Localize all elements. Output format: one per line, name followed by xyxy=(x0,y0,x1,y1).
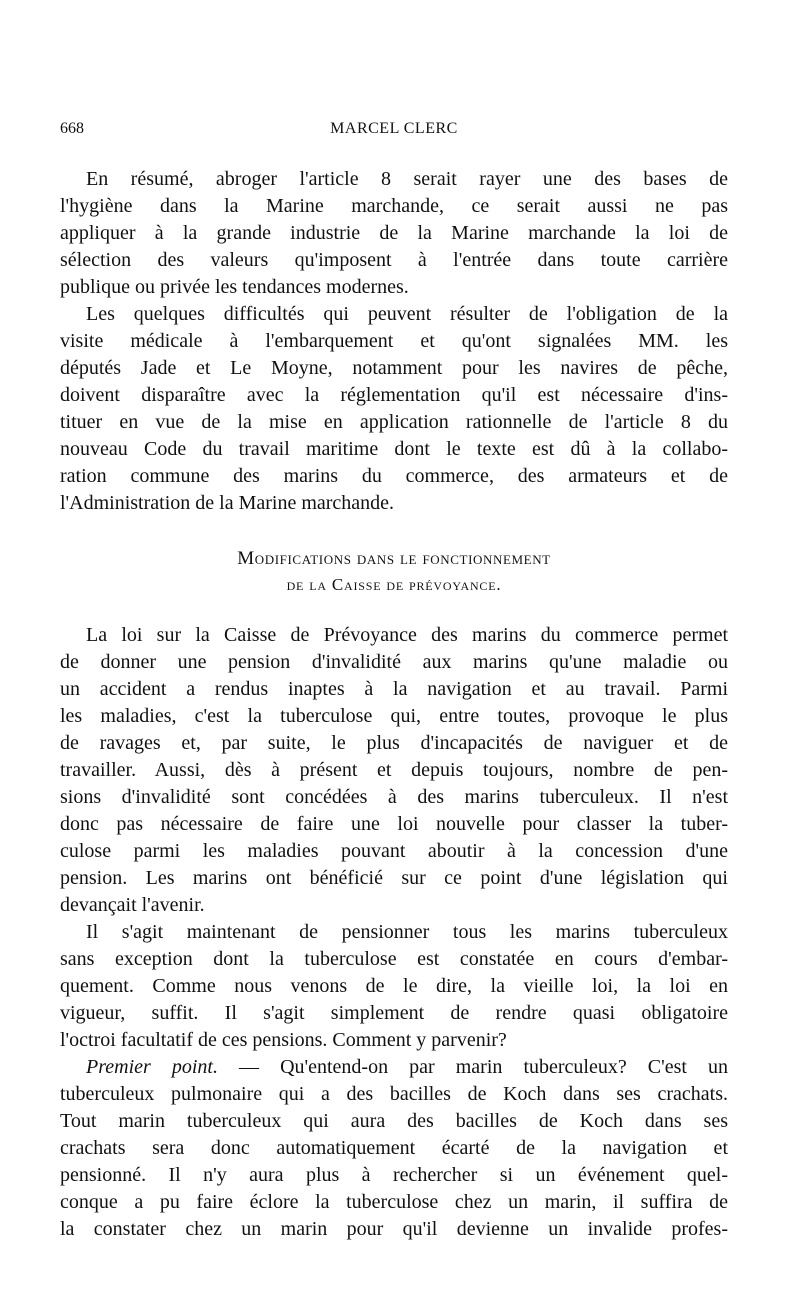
body-line: Les quelques difficultés qui peuvent résulter de l'obligation de la xyxy=(86,303,728,325)
body-line: crachats sera donc automatiquement écarté de la navigation et xyxy=(60,1137,728,1159)
body-line xyxy=(60,1054,728,1080)
page-header xyxy=(60,120,728,144)
body-line: nouveau Code du travail maritime dont le texte est dû à la collabo- xyxy=(60,438,728,460)
body-line: sans exception dont la tuberculose est constatée en cours d'embar- xyxy=(60,948,728,970)
body-line: de ravages et, par suite, le plus d'incapacités de naviguer et de xyxy=(60,732,728,754)
body-line: conque a pu faire éclore la tuberculose chez un marin, il suffira de xyxy=(60,1191,728,1213)
body-line: un accident a rendus inaptes à la navigation et au travail. Parmi xyxy=(60,678,728,700)
body-line: vigueur, suffit. Il s'agit simplement de rendre quasi obligatoire xyxy=(60,1002,728,1024)
body-line: pension. Les marins ont bénéficié sur ce point d'une législation qui xyxy=(60,867,728,889)
body-line: tituer en vue de la mise en application rationnelle de l'article 8 du xyxy=(60,411,728,433)
body-line: l'Administration de la Marine marchande. xyxy=(60,492,395,514)
section-heading-line-2: de la Caisse de prévoyance. xyxy=(286,575,502,594)
body-line: sélection des valeurs qu'imposent à l'entrée dans toute carrière xyxy=(60,249,728,271)
body-line: la constater chez un marin pour qu'il devienne un invalide profes- xyxy=(60,1218,728,1240)
body-line: devançait l'avenir. xyxy=(60,894,205,916)
body-line: appliquer à la grande industrie de la Marine marchande la loi de xyxy=(60,222,728,244)
body-line: travailler. Aussi, dès à présent et depuis toujours, nombre de pen- xyxy=(60,759,728,781)
body-line: ration commune des marins du commerce, des armateurs et de xyxy=(60,465,728,487)
italic-lead: Premier point. xyxy=(86,1056,218,1078)
document-page xyxy=(60,0,728,1304)
body-line: Tout marin tuberculeux qui aura des bacilles de Koch dans ses xyxy=(60,1110,728,1132)
body-line: tuberculeux pulmonaire qui a des bacilles de Koch dans ses crachats. xyxy=(60,1083,728,1105)
body-line: Il s'agit maintenant de pensionner tous les marins tuberculeux xyxy=(86,921,728,943)
body-line: les maladies, c'est la tuberculose qui, entre toutes, provoque le plus xyxy=(60,705,728,727)
lead-rest: — Qu'entend-on par marin tuberculeux? C'est un xyxy=(217,1056,728,1078)
body-line: quement. Comme nous venons de le dire, la vieille loi, la loi en xyxy=(60,975,728,997)
page-number: 668 xyxy=(60,120,84,137)
body-line: La loi sur la Caisse de Prévoyance des marins du commerce permet xyxy=(86,624,728,646)
body-line: de donner une pension d'invalidité aux marins qu'une maladie ou xyxy=(60,651,728,673)
body-line: visite médicale à l'embarquement et qu'ont signalées MM. les xyxy=(60,330,728,352)
section-heading-line-1: Modifications dans le fonctionnement xyxy=(237,548,551,569)
body-line: sions d'invalidité sont concédées à des marins tuberculeux. Il n'est xyxy=(60,786,728,808)
body-line: députés Jade et Le Moyne, notamment pour les navires de pêche, xyxy=(60,357,728,379)
body-line: culose parmi les maladies pouvant aboutir à la concession d'une xyxy=(60,840,728,862)
body-line: pensionné. Il n'y aura plus à rechercher si un événement quel- xyxy=(60,1164,728,1186)
body-line: doivent disparaître avec la réglementation qu'il est nécessaire d'ins- xyxy=(60,384,728,406)
body-line: donc pas nécessaire de faire une loi nouvelle pour classer la tuber- xyxy=(60,813,728,835)
body-line: En résumé, abroger l'article 8 serait rayer une des bases de xyxy=(86,168,728,190)
running-head: MARCEL CLERC xyxy=(330,120,458,137)
body-line: l'octroi facultatif de ces pensions. Comment y parvenir? xyxy=(60,1029,507,1051)
body-line: publique ou privée les tendances modernes. xyxy=(60,276,409,298)
body-line: l'hygiène dans la Marine marchande, ce serait aussi ne pas xyxy=(60,195,728,217)
